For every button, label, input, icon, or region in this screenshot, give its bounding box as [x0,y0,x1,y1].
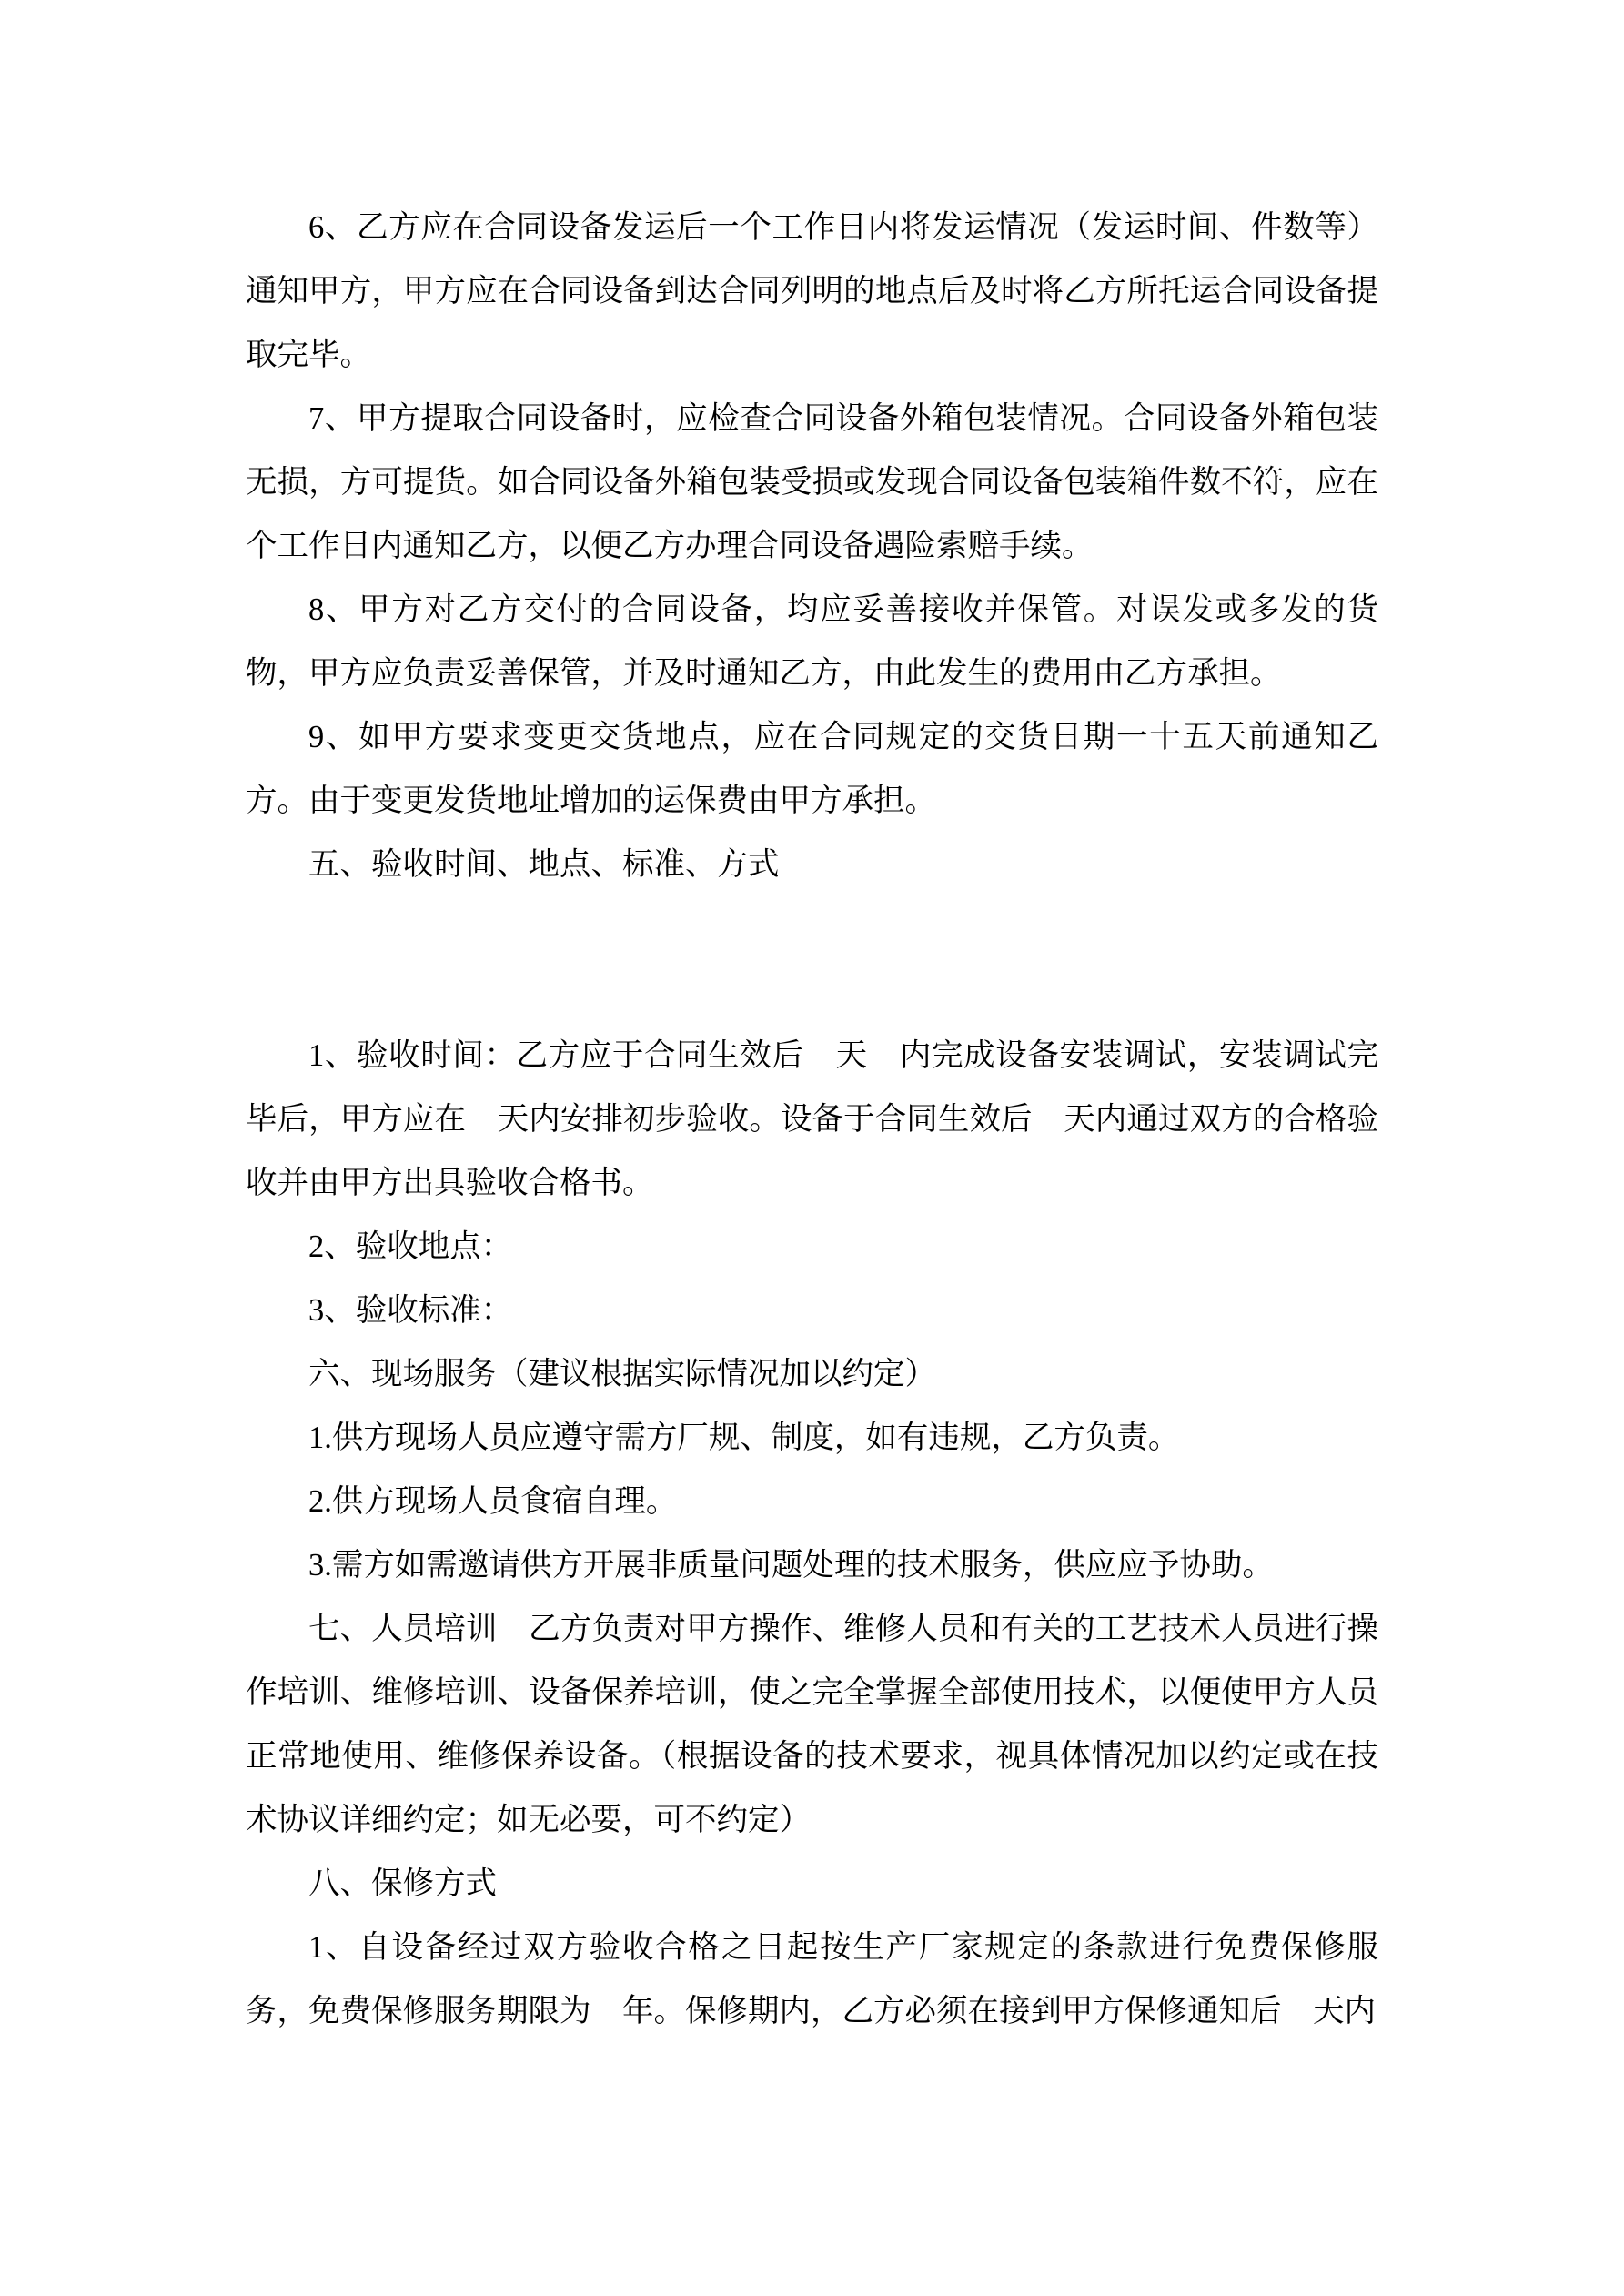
blank-line [246,896,1378,1024]
clause-onsite-rules: 1.供方现场人员应遵守需方厂规、制度，如有违规，乙方负责。 [308,1421,1180,1455]
clause-warranty-terms: 1、自设备经过双方验收合格之日起按生产厂家规定的条款进行免费保修服务，免费保修服务期限为 年。保修期内，乙方必须在接到甲方保修通知后 天内 [246,1930,1378,2028]
clause-6-shipping-notice: 6、乙方应在合同设备发运后一个工作日内将发运情况（发运时间、件数等）通知甲方，甲方应在合同设备到达合同列明的地点后及时将乙方所托运合同设备提取完毕。 [246,210,1378,372]
clause-onsite-board: 2.供方现场人员食宿自理。 [308,1484,678,1519]
section-5-heading-acceptance: 五、验收时间、地点、标准、方式 [308,847,780,882]
clause-acceptance-time: 1、验收时间：乙方应于合同生效后 天 内完成设备安装调试，安装调试完毕后，甲方应在 天内安排初步验收。设备于合同生效后 天内通过双方的合格验收并由甲方出具验收合格书。 [246,1038,1378,1200]
contract-body [246,196,1410,2043]
section-8-heading-warranty: 八、保修方式 [308,1866,497,1901]
clause-7-package-inspection: 7、甲方提取合同设备时，应检查合同设备外箱包装情况。合同设备外箱包装无损，方可提货。如合同设备外箱包装受损或发现合同设备包装箱件数不符，应在 个工作日内通知乙方，以便乙方办理合同设备遇险索赔手续。 [246,401,1410,563]
clause-acceptance-place: 2、验收地点： [308,1229,513,1264]
section-7-personnel-training: 七、人员培训 乙方负责对甲方操作、维修人员和有关的工艺技术人员进行操作培训、维修培训、设备保养培训，使之完全掌握全部使用技术，以便使甲方人员正常地使用、维修保养设备。（根据设备的技术要求，视具体情况加以约定或在技术协议详细约定；如无必要，可不约定） [246,1612,1378,1837]
clause-onsite-tech-service: 3.需方如需邀请供方开展非质量问题处理的技术服务，供应应予协助。 [308,1548,1274,1583]
section-6-heading-onsite-service: 六、现场服务（建议根据实际情况加以约定） [308,1357,936,1391]
clause-8-goods-custody: 8、甲方对乙方交付的合同设备，均应妥善接收并保管。对误发或多发的货物，甲方应负责妥善保管，并及时通知乙方，由此发生的费用由乙方承担。 [246,592,1378,691]
clause-acceptance-standard: 3、验收标准： [308,1293,513,1328]
clause-9-delivery-change: 9、如甲方要求变更交货地点，应在合同规定的交货日期一十五天前通知乙方。由于变更发货地址增加的运保费由甲方承担。 [246,720,1378,818]
